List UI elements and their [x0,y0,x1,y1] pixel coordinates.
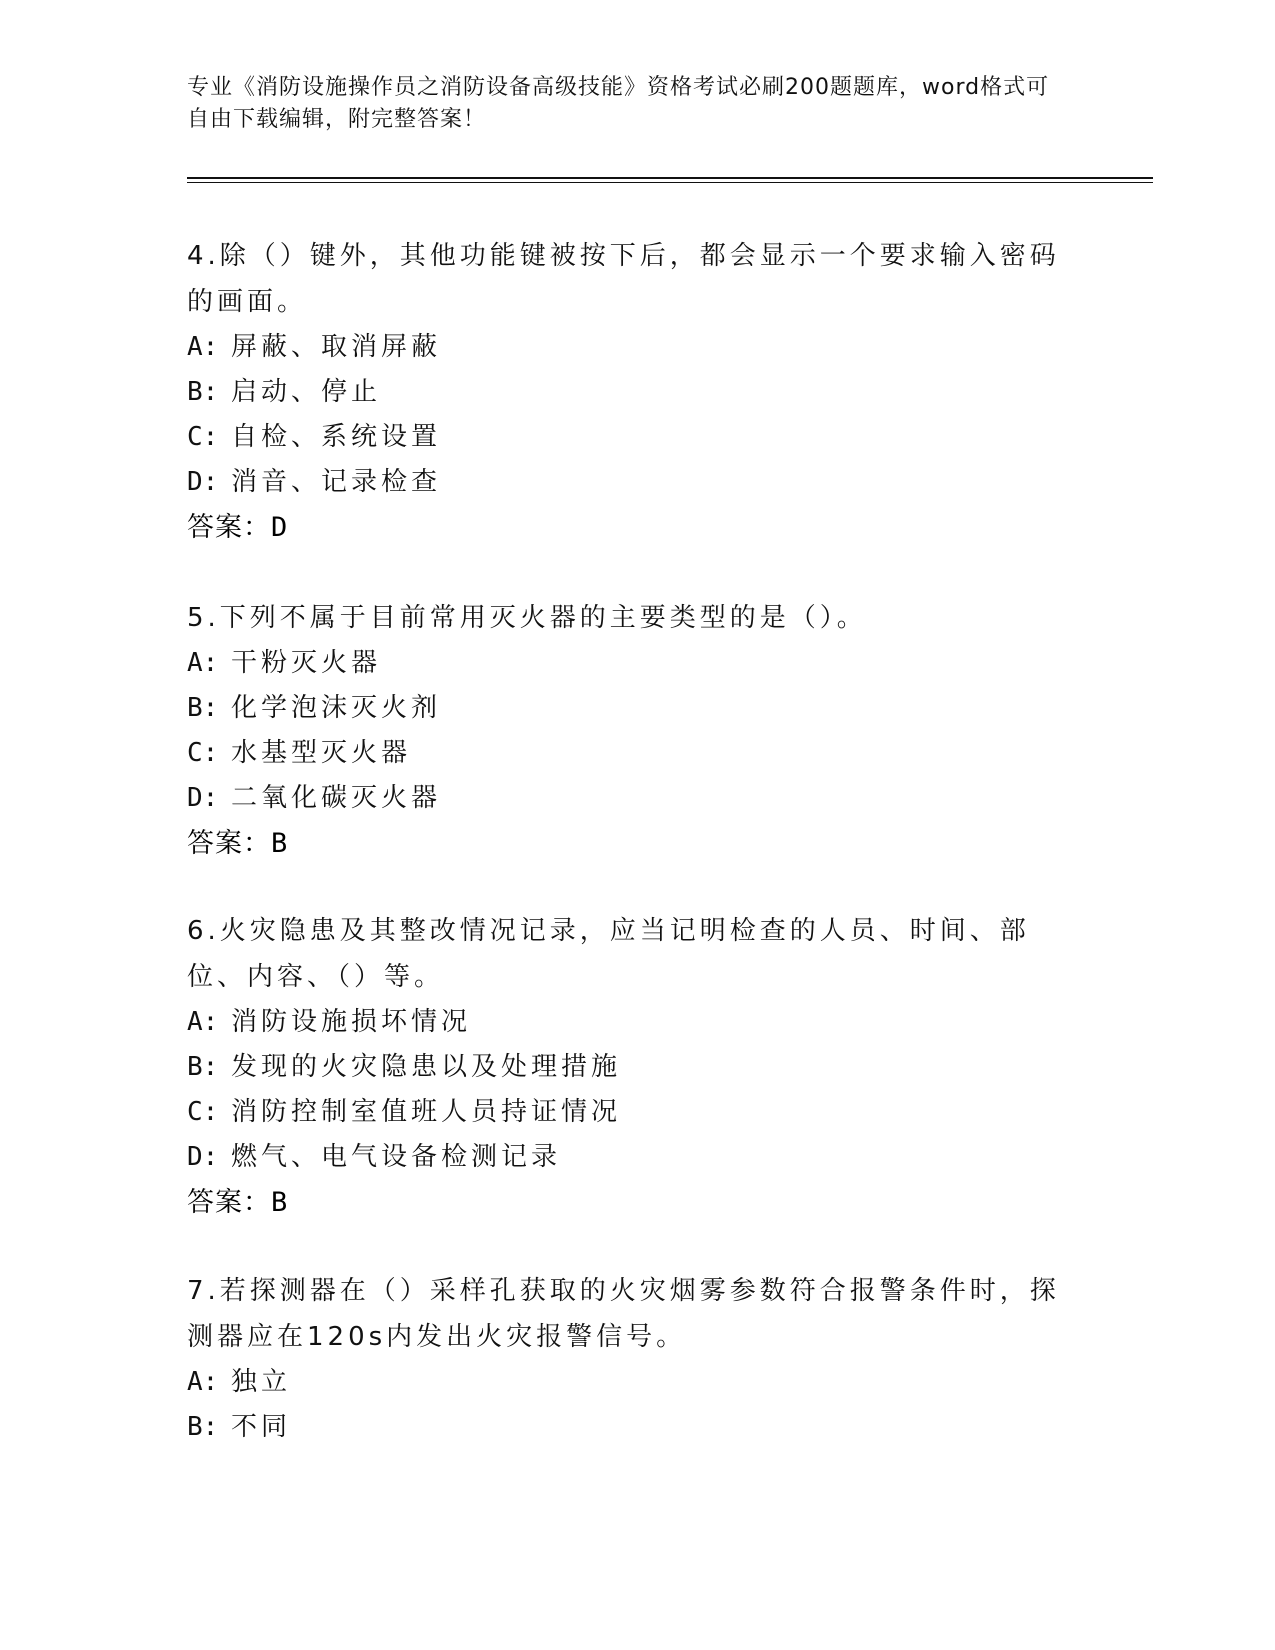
option-text: 消防设施损坏情况 [231,1007,472,1037]
option-letter: C: [187,738,219,768]
option-b [187,370,1067,415]
question-stem: 6.火灾隐患及其整改情况记录，应当记明检查的人员、时间、部位、内容、（）等。 [187,916,1030,992]
option-b [187,1045,1067,1090]
option-letter: D: [187,783,219,813]
answer-label: 答案： [187,512,271,543]
option-letter: C: [187,1097,219,1127]
option-d [187,460,1067,505]
option-a [187,1000,1067,1045]
option-text: 自检、系统设置 [231,422,442,452]
option-letter: A: [187,1367,219,1397]
option-letter: D: [187,1142,219,1172]
option-a [187,325,1067,370]
question-6 [187,908,1067,1226]
option-text: 独立 [231,1367,292,1397]
answer-line [187,1180,1067,1226]
question-stem: 5.下列不属于目前常用灭火器的主要类型的是（）。 [187,603,867,633]
answer-value: B [271,1187,289,1218]
option-letter: A: [187,648,219,678]
option-text: 燃气、电气设备检测记录 [231,1142,562,1172]
option-letter: B: [187,1052,219,1082]
option-text: 屏蔽、取消屏蔽 [231,332,442,362]
question-4 [187,233,1067,551]
option-a [187,641,1067,686]
option-text: 发现的火灾隐患以及处理措施 [231,1052,622,1082]
option-letter: B: [187,693,219,723]
question-5 [187,595,1067,867]
document-header: 专业《消防设施操作员之消防设备高级技能》资格考试必刷200题题库，word格式可自由下载编辑，附完整答案！ [187,75,1050,132]
answer-line [187,821,1067,867]
option-letter: A: [187,332,219,362]
option-text: 消防控制室值班人员持证情况 [231,1097,622,1127]
option-letter: D: [187,467,219,497]
option-c [187,731,1067,776]
option-letter: C: [187,422,219,452]
answer-line [187,505,1067,551]
option-text: 消音、记录检查 [231,467,442,497]
option-b [187,1405,1067,1450]
option-c [187,415,1067,460]
option-text: 干粉灭火器 [231,648,382,678]
header-divider [187,177,1153,179]
answer-label: 答案： [187,1187,271,1218]
option-text: 二氧化碳灭火器 [231,783,442,813]
option-a [187,1360,1067,1405]
option-text: 水基型灭火器 [231,738,412,768]
header-divider-thin [187,182,1153,183]
option-letter: B: [187,1412,219,1442]
answer-label: 答案： [187,828,271,859]
option-text: 化学泡沫灭火剂 [231,693,442,723]
question-7 [187,1268,1067,1450]
answer-value: B [271,828,289,859]
question-stem: 4.除（）键外，其他功能键被按下后，都会显示一个要求输入密码的画面。 [187,241,1060,317]
question-stem: 7.若探测器在（）采样孔获取的火灾烟雾参数符合报警条件时，探测器应在120s内发出火灾报警信号。 [187,1276,1060,1352]
option-d [187,1135,1067,1180]
option-d [187,776,1067,821]
option-text: 不同 [231,1412,292,1442]
option-text: 启动、停止 [231,377,382,407]
option-c [187,1090,1067,1135]
answer-value: D [271,512,289,543]
option-letter: A: [187,1007,219,1037]
option-letter: B: [187,377,219,407]
option-b [187,686,1067,731]
